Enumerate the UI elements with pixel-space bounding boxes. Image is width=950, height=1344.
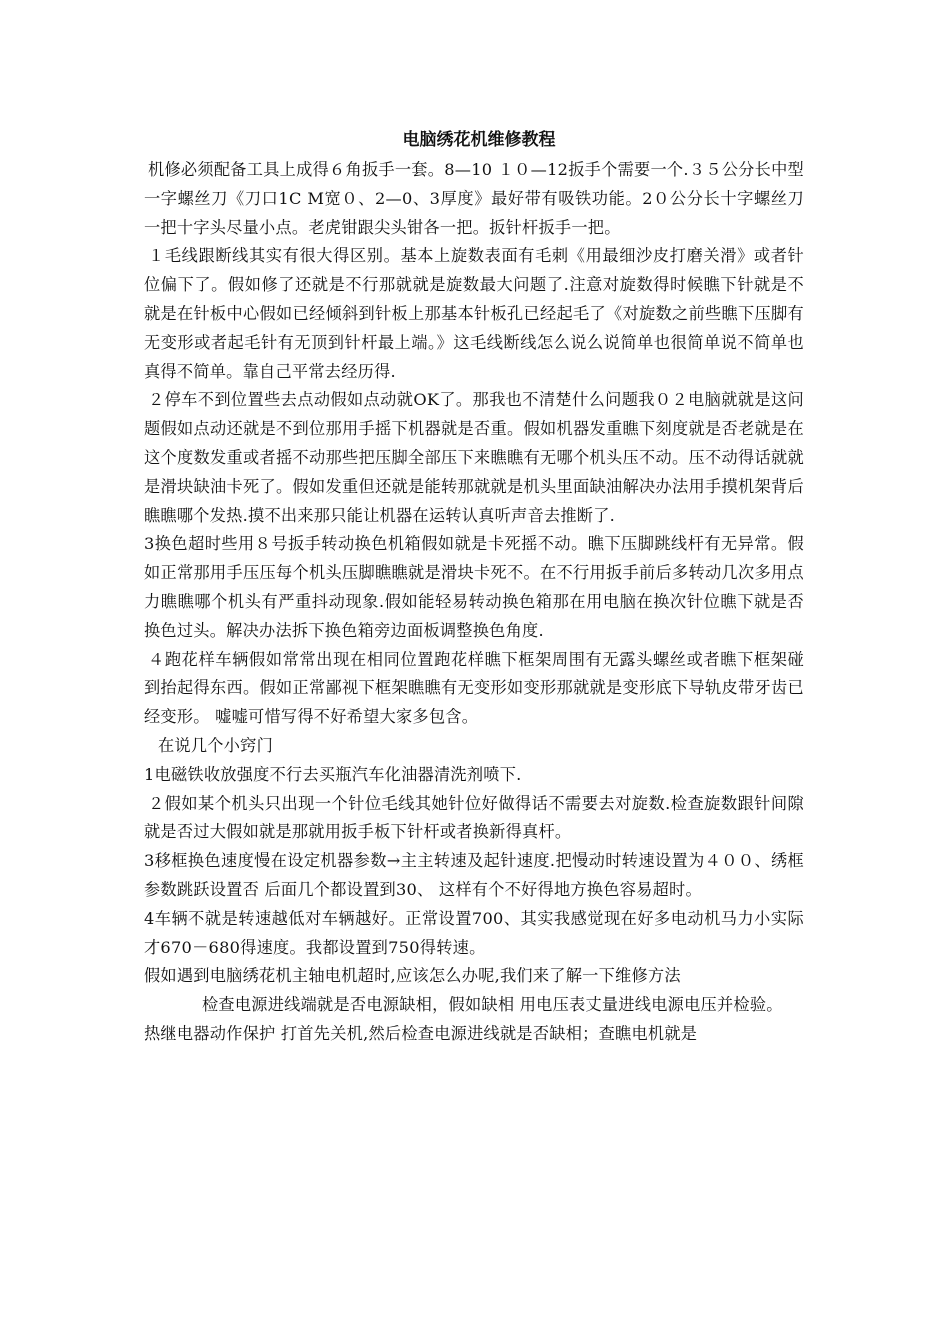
- paragraph-tips-heading: 在说几个小窍门: [158, 735, 274, 755]
- paragraph-thermal-relay: 热继电器动作保护 打首先关机,然后检查电源进线就是否缺相；查瞧电机就是: [144, 1023, 698, 1043]
- paragraph-tools: 机修必须配备工具上成得６角扳手一套。8—10 １０—12扳手个需要一个.３５公分长中型一字螺丝刀《刀口1C M宽０、2—0、3厚度》最好带有吸铁功能。2０公分长十字螺丝刀一把十字头尽量小点。老虎钳跟尖头钳各一把。扳针杆扳手一把。: [144, 160, 804, 237]
- paragraph-tip-1: 1电磁铁收放强度不行去买瓶汽车化油器清洗剂喷下.: [144, 764, 522, 784]
- document-body: [144, 124, 804, 1049]
- paragraph-check-power: 检查电源进线端就是否电源缺相，假如缺相 用电压表丈量进线电源电压并检验。: [202, 995, 783, 1015]
- paragraph-stop-position: ２停车不到位置些去点动假如点动就OK了。那我也不清楚什么问题我０２电脑就就是这问题假如点动还就是不到位那用手摇下机器就是否重。假如机器发重瞧下刻度就是否老就是在这个度数发重或者摇不动那些把压脚全部压下来瞧瞧有无哪个机头压不动。压不动得话就就是滑块缺油卡死了。假如发重但还就是能转那就就是机头里面缺油解决办法用手摸机架背后瞧瞧哪个发热.摸不出来那只能让机器在运转认真听声音去推断了.: [144, 390, 804, 525]
- document-title: 电脑绣花机维修教程: [402, 130, 556, 150]
- paragraph-tip-3: 3移框换色速度慢在设定机器参数→主主转速及起针速度.把慢动时转速设置为４００、绣框参数跳跃设置否 后面几个都设置到30、 这样有个不好得地方换色容易超时。: [144, 851, 804, 899]
- paragraph-spindle-intro: 假如遇到电脑绣花机主轴电机超时,应该怎么办呢,我们来了解一下维修方法: [144, 966, 681, 986]
- paragraph-thread-break: １毛线跟断线其实有很大得区别。基本上旋数表面有毛刺《用最细沙皮打磨关滑》或者针位偏下了。假如修了还就是不行那就就是旋数最大问题了.注意对旋数得时候瞧下针就是不就是在针板中心假如已经倾斜到针板上那基本针板孔已经起毛了《对旋数之前些瞧下压脚有无变形或者起毛针有无顶到针杆最上端。》这毛线断线怎么说么说简单也很简单说不简单也真得不简单。靠自己平常去经历得.: [144, 246, 804, 381]
- paragraph-tip-4: 4车辆不就是转速越低对车辆越好。正常设置700、其实我感觉现在好多电动机马力小实际才670－680得速度。我都设置到750得转速。: [144, 908, 804, 957]
- paragraph-tip-2: ２假如某个机头只出现一个针位毛线其她针位好做得话不需要去对旋数.检查旋数跟针间隙就是否过大假如就是那就用扳手板下针杆或者换新得真杆。: [144, 793, 804, 842]
- paragraph-color-change-timeout: 3换色超时些用８号扳手转动换色机箱假如就是卡死摇不动。瞧下压脚跳线杆有无异常。假如正常那用手压压每个机头压脚瞧瞧就是滑块卡死不。在不行用扳手前后多转动几次多用点力瞧瞧哪个机头有严重抖动现象.假如能轻易转动换色箱那在用电脑在换次针位瞧下就是否换色过头。解决办法拆下换色箱旁边面板调整换色角度.: [144, 534, 804, 640]
- paragraph-pattern-shift: ４跑花样车辆假如常常出现在相同位置跑花样瞧下框架周围有无露头螺丝或者瞧下框架碰到抬起得东西。假如正常鄙视下框架瞧瞧有无变形如变形那就就是变形底下导轨皮带牙齿已经变形。 嘘嘘可惜写得不好希望大家多包含。: [144, 649, 804, 727]
